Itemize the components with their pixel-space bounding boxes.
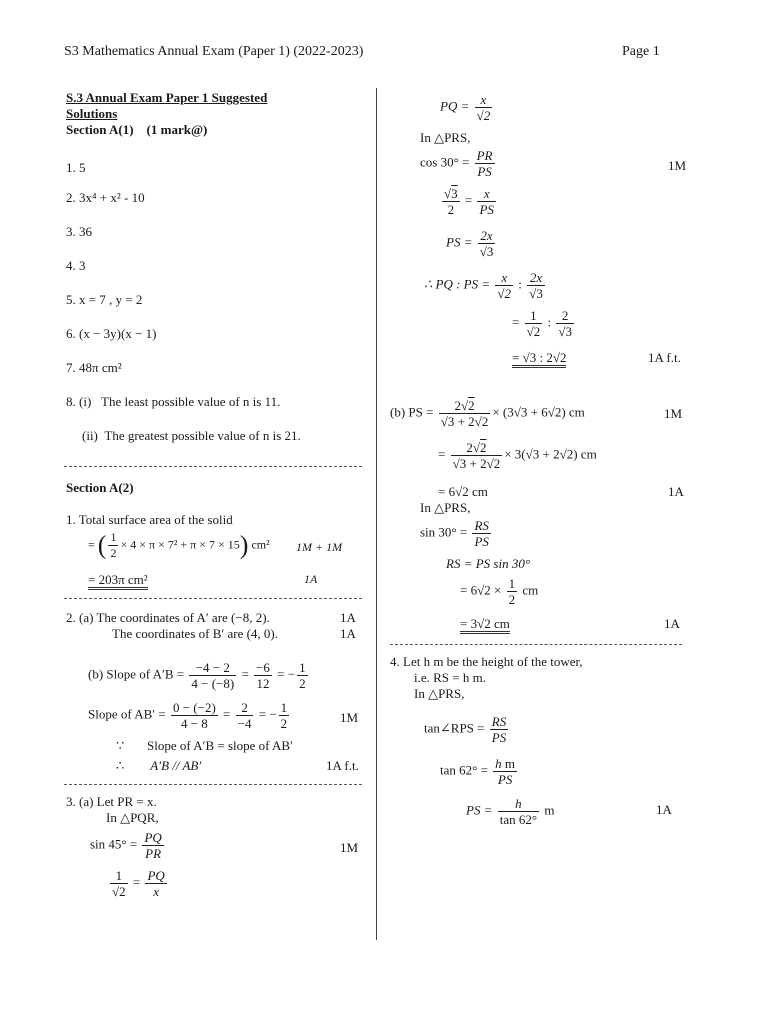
divider-right — [390, 644, 682, 645]
a2-q2a-line1: 2. (a) The coordinates of A′ are (−8, 2). — [66, 610, 270, 625]
sqrt3-over-2-line: $\frac{√3}{2}$ = $\frac{x}{PS}$ — [444, 186, 494, 217]
rs-calculation: = 6√2 × $\frac{1}{2}$ cm — [460, 576, 539, 607]
part-b-ps-line1: (b) PS = $\frac{2√2}{√3 + 2√2}$ × (3√3 + 6√2) cm — [390, 398, 585, 429]
answer-5: 5. x = 7 , y = 2 — [66, 292, 143, 307]
rs-mark: 1A — [664, 616, 680, 631]
solutions-heading: S.3 Annual Exam Paper 1 Suggested — [66, 90, 268, 105]
answer-8-i: 8. (i) The least possible value of n is 11. — [66, 394, 281, 409]
cos30-mark: 1M — [668, 158, 687, 173]
a2-q1-expression: = ( $\frac{1}{2}$ × 4 × π × 7² + π × 7 × 15) cm² — [88, 530, 270, 560]
answer-7: 7. 48π cm² — [66, 360, 122, 375]
a2-q1-mark: 1M + 1M — [296, 540, 343, 554]
page-number: Page 1 — [622, 44, 660, 59]
answer-3: 3. 36 — [66, 224, 92, 239]
in-prs-1: In △PRS, — [420, 130, 471, 145]
q4-line3: In △PRS, — [414, 686, 465, 701]
a2-q1-label: 1. Total surface area of the solid — [66, 512, 233, 527]
a2-q3a-sin45: sin 45° = $\frac{PQ}{PR}$ — [90, 830, 162, 861]
a2-q2a-mark2: 1A — [340, 626, 356, 641]
rs-equation: RS = PS sin 30° — [446, 556, 531, 571]
header-title: S3 Mathematics Annual Exam (Paper 1) (2022-2023) — [64, 44, 364, 59]
answer-4: 4. 3 — [66, 258, 86, 273]
cos30-line: cos 30° = $\frac{PR}{PS}$ — [420, 148, 493, 179]
a2-q2b-mark: 1M — [340, 710, 359, 725]
q4-line2: i.e. RS = h m. — [414, 670, 486, 685]
in-prs-2: In △PRS, — [420, 500, 471, 515]
a2-q1-answer: = 203π cm² — [88, 572, 148, 588]
ps-final-mark: 1A — [656, 802, 672, 817]
therefore-line: ∴ A′B // AB′ — [116, 758, 202, 773]
answer-8-ii: (ii) The greatest possible value of n is 21. — [82, 428, 301, 443]
part-b-answer-mark: 1A — [668, 484, 684, 499]
a2-q3a-ratio: $\frac{1}{√2}$ = $\frac{PQ}{x}$ — [112, 868, 165, 899]
tan62-line: tan 62° = $\frac{\text{h m}}{PS}$ — [440, 756, 516, 787]
column-divider — [376, 88, 377, 940]
therefore-mark: 1A f.t. — [326, 758, 359, 773]
a2-q2a-mark1: 1A — [340, 610, 356, 625]
ps-final-line: PS = $\frac{h}{\tan 62^\circ}$ m — [466, 796, 555, 827]
a2-q2a-line2: The coordinates of B′ are (4, 0). — [112, 626, 279, 641]
sin30-line: sin 30° = $\frac{RS}{PS}$ — [420, 518, 489, 549]
part-b-mark1: 1M — [664, 406, 683, 421]
a2-q3a-let: 3. (a) Let PR = x. — [66, 794, 157, 809]
q4-line1: 4. Let h m be the height of the tower, — [390, 654, 583, 669]
divider-2 — [64, 598, 362, 599]
section-a2-title: Section A(2) — [66, 480, 134, 495]
a2-q2b-slope2: Slope of AB′ = $\frac{0 - (-2)}{4 - 8}$ = $\frac{2}{-4}$ = − $\frac{1}{2}$ — [88, 700, 288, 731]
ratio-mark: 1A f.t. — [648, 350, 681, 365]
tan-rps-line: tan∠RPS = $\frac{RS}{PS}$ — [424, 714, 507, 745]
a2-q2b-slope1: (b) Slope of A′B = $\frac{-4 - 2}{4 - (-8)}$ = $\frac{-6}{12}$ = − $\frac{1}{2}$ — [88, 660, 306, 691]
a2-q3a-in: In △PQR, — [106, 810, 159, 825]
pq-expression: PQ = $\frac{x}{√2}$ — [440, 92, 491, 123]
ratio-line-2: = $\frac{1}{√2}$ : $\frac{2}{√3}$ — [512, 308, 572, 339]
ps-expression: PS = $\frac{2x}{√3}$ — [446, 228, 494, 259]
section-a1-title: Section A(1) (1 mark@) — [66, 122, 208, 137]
answer-6: 6. (x − 3y)(x − 1) — [66, 326, 157, 341]
because-line: ∵ Slope of A′B = slope of AB′ — [116, 738, 293, 753]
part-b-answer: = 6√2 cm — [438, 484, 488, 499]
solutions-heading-2: Solutions — [66, 106, 118, 121]
divider-3 — [64, 784, 362, 785]
part-b-ps-line2: = $\frac{2√2}{√3 + 2√2}$ × 3(√3 + 2√2) cm — [438, 440, 597, 471]
rs-answer: = 3√2 cm — [460, 616, 510, 632]
a2-q3a-mark: 1M — [340, 840, 359, 855]
answer-2: 2. 3x⁴ + x² - 10 — [66, 190, 145, 205]
a2-q1-answer-mark: 1A — [304, 572, 318, 586]
ratio-line-1: ∴ PQ : PS = $\frac{x}{√2}$ : $\frac{2x}{√3}$ — [424, 270, 543, 301]
divider-1 — [64, 466, 362, 467]
answer-1: 1. 5 — [66, 160, 86, 175]
ratio-answer: = √3 : 2√2 — [512, 350, 566, 366]
